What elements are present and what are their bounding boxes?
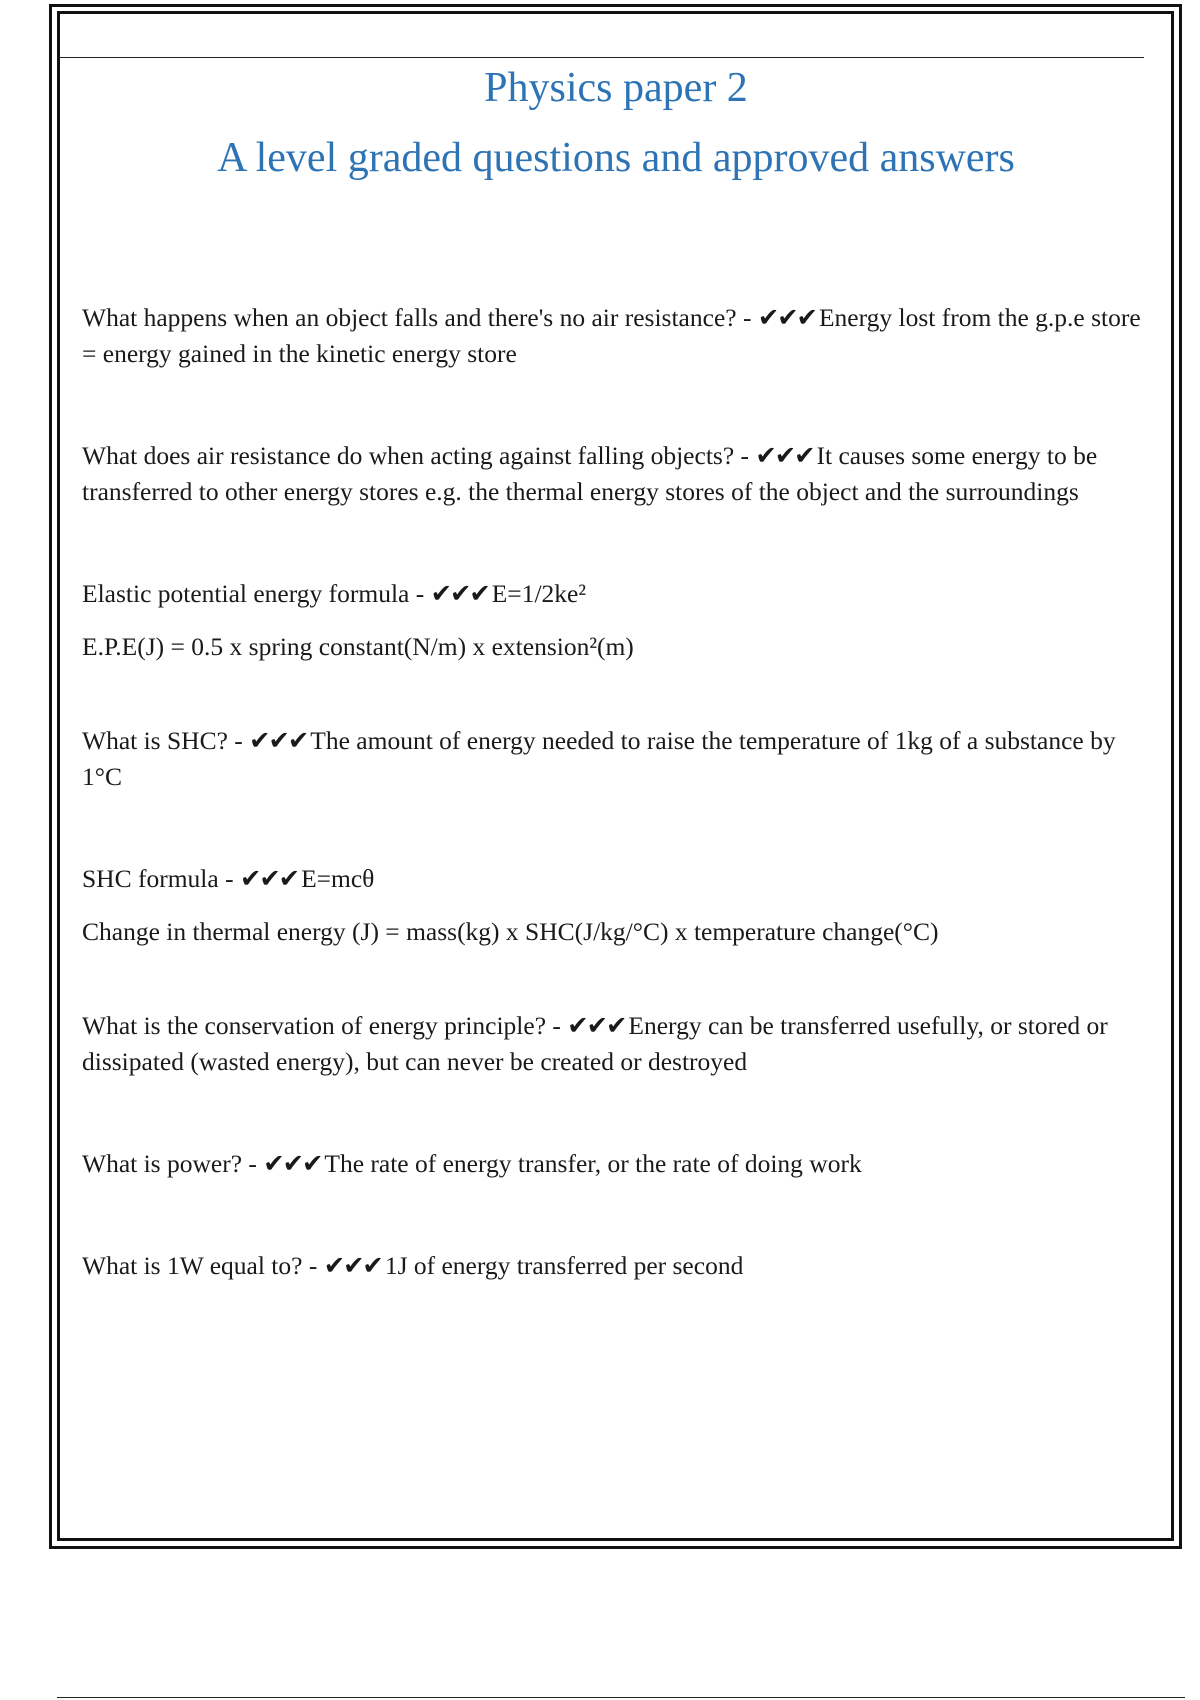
check-marks-icon: ✔✔✔ (567, 1011, 626, 1040)
formula-explanation: E.P.E(J) = 0.5 x spring constant(N/m) x extension²(m) (82, 632, 634, 661)
answer-text: 1J of energy transferred per second (384, 1251, 744, 1280)
answer-text: Energy lost from the g.p.e store = energy gained in the kinetic energy store (82, 303, 1141, 368)
qa-item (82, 300, 1152, 372)
check-marks-icon: ✔✔✔ (755, 441, 814, 470)
qa-item (82, 438, 1152, 510)
title-block (59, 58, 1173, 188)
qa-list (82, 300, 1152, 1284)
question-text: What does air resistance do when acting against falling objects? - (82, 441, 756, 470)
qa-item (82, 861, 1152, 950)
page-subtitle: A level graded questions and approved answers (217, 135, 1015, 181)
qa-text (82, 861, 1152, 897)
qa-text (82, 1008, 1152, 1080)
qa-text (82, 1146, 1152, 1182)
qa-item (82, 723, 1152, 795)
qa-text (82, 723, 1152, 795)
check-marks-icon: ✔✔✔ (263, 1149, 322, 1178)
formula-explanation: Change in thermal energy (J) = mass(kg) x SHC(J/kg/°C) x temperature change(°C) (82, 917, 939, 946)
question-text: What is the conservation of energy principle? - (82, 1011, 568, 1040)
qa-text (82, 438, 1152, 510)
footer-rule (57, 1697, 1185, 1698)
answer-text: E=mcθ (301, 864, 375, 893)
check-marks-icon: ✔✔✔ (757, 303, 816, 332)
question-text: What is 1W equal to? - (82, 1251, 324, 1280)
qa-item (82, 1008, 1152, 1080)
qa-item (82, 576, 1152, 665)
answer-text: Energy can be transferred usefully, or stored or dissipated (wasted energy), but can never be created or destroyed (82, 1011, 1108, 1076)
qa-item (82, 1146, 1152, 1182)
qa-text (82, 300, 1152, 372)
answer-text: The amount of energy needed to raise the temperature of 1kg of a substance by 1°C (82, 726, 1116, 791)
answer-text: E=1/2ke² (491, 579, 586, 608)
answer-text: The rate of energy transfer, or the rate of doing work (324, 1149, 862, 1178)
question-text: What is power? - (82, 1149, 264, 1178)
question-text: What happens when an object falls and there's no air resistance? - (82, 303, 758, 332)
answer-text: It causes some energy to be transferred to other energy stores e.g. the thermal energy stores of the object and the surroundings (82, 441, 1098, 506)
page-title: Physics paper 2 (484, 65, 748, 111)
qa-text (82, 1248, 1152, 1284)
question-text: Elastic potential energy formula - (82, 579, 431, 608)
check-marks-icon: ✔✔✔ (239, 864, 299, 893)
qa-item (82, 1248, 1152, 1284)
check-marks-icon: ✔✔✔ (249, 726, 308, 755)
check-marks-icon: ✔✔✔ (323, 1251, 382, 1280)
check-marks-icon: ✔✔✔ (430, 579, 489, 608)
question-text: What is SHC? - (82, 726, 250, 755)
question-text: SHC formula - (82, 864, 240, 893)
qa-text (82, 576, 1152, 612)
